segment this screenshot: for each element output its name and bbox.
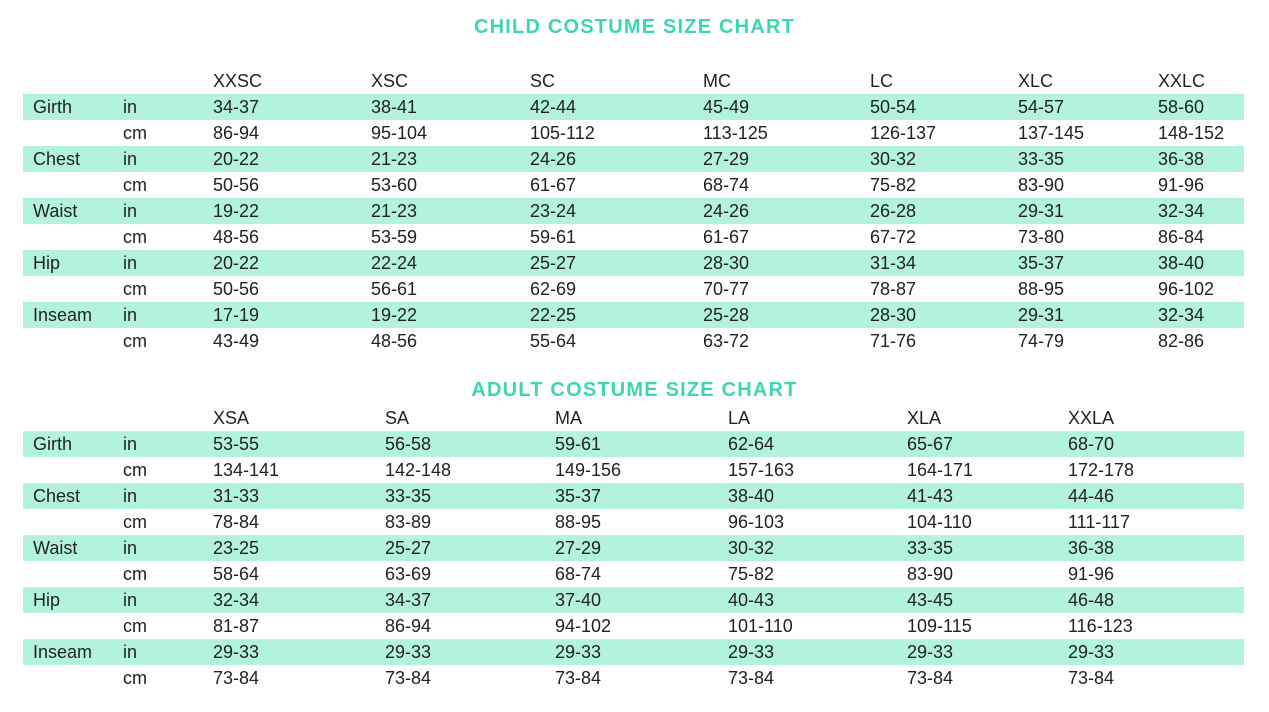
size-value-cell: 25-27 <box>530 253 577 273</box>
unit-label: cm <box>123 668 147 688</box>
unit-label: in <box>123 253 138 273</box>
measurement-label: Girth <box>33 97 73 117</box>
size-value-cell: 73-84 <box>385 668 432 688</box>
size-value-cell: 101-110 <box>728 616 793 636</box>
table-row <box>23 535 1244 561</box>
measurement-label: Hip <box>33 590 61 610</box>
table-row <box>23 302 1244 328</box>
size-value-cell: 22-25 <box>530 305 577 325</box>
size-value-cell: 40-43 <box>728 590 775 610</box>
unit-label: cm <box>123 123 147 143</box>
size-value-cell: 30-32 <box>870 149 917 169</box>
unit-label: cm <box>123 460 147 480</box>
size-value-cell: 104-110 <box>907 512 972 532</box>
size-column-header: SA <box>385 408 410 428</box>
size-value-cell: 75-82 <box>870 175 917 195</box>
size-header-row <box>23 405 1244 431</box>
size-value-cell: 82-86 <box>1158 331 1205 351</box>
size-value-cell: 29-31 <box>1018 201 1065 221</box>
size-value-cell: 41-43 <box>907 486 954 506</box>
size-value-cell: 33-35 <box>907 538 954 558</box>
size-value-cell: 81-87 <box>213 616 260 636</box>
size-value-cell: 48-56 <box>371 331 418 351</box>
size-value-cell: 29-33 <box>555 642 602 662</box>
table-row <box>23 276 1244 302</box>
size-value-cell: 86-94 <box>213 123 260 143</box>
size-value-cell: 83-89 <box>385 512 432 532</box>
size-value-cell: 59-61 <box>530 227 577 247</box>
size-value-cell: 134-141 <box>213 460 280 480</box>
size-value-cell: 26-28 <box>870 201 917 221</box>
unit-label: cm <box>123 175 147 195</box>
unit-label: in <box>123 486 138 506</box>
size-value-cell: 30-32 <box>728 538 775 558</box>
size-value-cell: 149-156 <box>555 460 622 480</box>
size-value-cell: 83-90 <box>907 564 954 584</box>
measurement-label: Chest <box>33 149 81 169</box>
child-size-table <box>23 68 1244 354</box>
size-value-cell: 29-33 <box>907 642 954 662</box>
size-value-cell: 91-96 <box>1158 175 1205 195</box>
table-row <box>23 120 1244 146</box>
size-value-cell: 37-40 <box>555 590 602 610</box>
size-value-cell: 142-148 <box>385 460 452 480</box>
table-row <box>23 613 1244 639</box>
table-row <box>23 172 1244 198</box>
size-value-cell: 45-49 <box>703 97 750 117</box>
size-value-cell: 50-56 <box>213 279 260 299</box>
size-value-cell: 31-33 <box>213 486 260 506</box>
size-value-cell: 31-34 <box>870 253 917 273</box>
size-value-cell: 46-48 <box>1068 590 1115 610</box>
size-value-cell: 35-37 <box>1018 253 1065 273</box>
size-value-cell: 111-117 <box>1068 512 1131 532</box>
size-value-cell: 88-95 <box>555 512 602 532</box>
size-value-cell: 27-29 <box>703 149 750 169</box>
size-column-header: LC <box>870 71 894 91</box>
table-row <box>23 431 1244 457</box>
table-row <box>23 665 1244 691</box>
size-column-header: MA <box>555 408 582 428</box>
size-value-cell: 157-163 <box>728 460 795 480</box>
size-value-cell: 172-178 <box>1068 460 1135 480</box>
size-value-cell: 29-33 <box>385 642 432 662</box>
size-value-cell: 96-102 <box>1158 279 1215 299</box>
size-value-cell: 63-72 <box>703 331 750 351</box>
size-value-cell: 126-137 <box>870 123 937 143</box>
size-value-cell: 67-72 <box>870 227 917 247</box>
size-value-cell: 73-84 <box>213 668 260 688</box>
size-value-cell: 50-54 <box>870 97 917 117</box>
size-value-cell: 42-44 <box>530 97 577 117</box>
measurement-label: Inseam <box>33 642 93 662</box>
size-value-cell: 38-40 <box>728 486 775 506</box>
table-row <box>23 483 1244 509</box>
size-column-header: MC <box>703 71 731 91</box>
size-value-cell: 62-69 <box>530 279 577 299</box>
unit-label: in <box>123 305 138 325</box>
size-value-cell: 86-84 <box>1158 227 1205 247</box>
size-value-cell: 94-102 <box>555 616 612 636</box>
unit-label: cm <box>123 512 147 532</box>
size-value-cell: 53-59 <box>371 227 418 247</box>
size-value-cell: 34-37 <box>385 590 432 610</box>
unit-label: cm <box>123 331 147 351</box>
size-value-cell: 53-60 <box>371 175 418 195</box>
size-value-cell: 33-35 <box>385 486 432 506</box>
size-column-header: XLA <box>907 408 942 428</box>
size-value-cell: 17-19 <box>213 305 260 325</box>
size-value-cell: 65-67 <box>907 434 954 454</box>
size-value-cell: 28-30 <box>870 305 917 325</box>
size-value-cell: 38-40 <box>1158 253 1205 273</box>
size-value-cell: 19-22 <box>213 201 260 221</box>
size-value-cell: 34-37 <box>213 97 260 117</box>
unit-label: in <box>123 538 138 558</box>
size-value-cell: 59-61 <box>555 434 602 454</box>
child-chart-title: CHILD COSTUME SIZE CHART <box>473 16 796 38</box>
measurement-label: Chest <box>33 486 81 506</box>
size-value-cell: 32-34 <box>1158 305 1205 325</box>
size-value-cell: 22-24 <box>371 253 418 273</box>
size-value-cell: 28-30 <box>703 253 750 273</box>
table-row <box>23 457 1244 483</box>
size-value-cell: 29-33 <box>213 642 260 662</box>
size-value-cell: 61-67 <box>703 227 750 247</box>
size-value-cell: 55-64 <box>530 331 577 351</box>
size-value-cell: 68-74 <box>555 564 602 584</box>
table-row <box>23 587 1244 613</box>
size-value-cell: 21-23 <box>371 201 418 221</box>
size-value-cell: 32-34 <box>213 590 260 610</box>
table-row <box>23 328 1244 354</box>
size-value-cell: 32-34 <box>1158 201 1205 221</box>
size-value-cell: 23-24 <box>530 201 577 221</box>
size-value-cell: 43-49 <box>213 331 260 351</box>
measurement-label: Waist <box>33 538 78 558</box>
size-value-cell: 68-70 <box>1068 434 1115 454</box>
size-header-row <box>23 68 1244 94</box>
table-row <box>23 224 1244 250</box>
size-value-cell: 96-103 <box>728 512 785 532</box>
size-value-cell: 58-60 <box>1158 97 1205 117</box>
size-value-cell: 73-84 <box>1068 668 1115 688</box>
size-value-cell: 71-76 <box>870 331 917 351</box>
size-value-cell: 54-57 <box>1018 97 1065 117</box>
size-value-cell: 113-125 <box>703 123 768 143</box>
size-column-header: XSA <box>213 408 250 428</box>
size-column-header: LA <box>728 408 751 428</box>
measurement-label: Waist <box>33 201 78 221</box>
size-value-cell: 25-27 <box>385 538 432 558</box>
size-column-header: XXSC <box>213 71 263 91</box>
unit-label: in <box>123 149 138 169</box>
unit-label: in <box>123 590 138 610</box>
size-column-header: SC <box>530 71 556 91</box>
size-column-header: XXLC <box>1158 71 1206 91</box>
size-value-cell: 56-61 <box>371 279 418 299</box>
unit-label: in <box>123 434 138 454</box>
size-value-cell: 62-64 <box>728 434 775 454</box>
table-row <box>23 561 1244 587</box>
unit-label: in <box>123 97 138 117</box>
size-value-cell: 27-29 <box>555 538 602 558</box>
size-value-cell: 29-33 <box>1068 642 1115 662</box>
table-row <box>23 639 1244 665</box>
unit-label: in <box>123 642 138 662</box>
size-value-cell: 56-58 <box>385 434 432 454</box>
size-value-cell: 50-56 <box>213 175 260 195</box>
size-value-cell: 36-38 <box>1068 538 1115 558</box>
size-value-cell: 38-41 <box>371 97 418 117</box>
size-column-header: XSC <box>371 71 409 91</box>
unit-label: cm <box>123 616 147 636</box>
size-value-cell: 63-69 <box>385 564 432 584</box>
size-value-cell: 20-22 <box>213 253 260 273</box>
measurement-label: Hip <box>33 253 61 273</box>
size-value-cell: 78-84 <box>213 512 260 532</box>
size-value-cell: 109-115 <box>907 616 972 636</box>
size-value-cell: 48-56 <box>213 227 260 247</box>
size-value-cell: 29-33 <box>728 642 775 662</box>
size-value-cell: 24-26 <box>703 201 750 221</box>
size-value-cell: 73-84 <box>555 668 602 688</box>
size-value-cell: 35-37 <box>555 486 602 506</box>
size-value-cell: 73-84 <box>728 668 775 688</box>
size-value-cell: 20-22 <box>213 149 260 169</box>
size-value-cell: 36-38 <box>1158 149 1205 169</box>
size-value-cell: 116-123 <box>1068 616 1133 636</box>
size-value-cell: 137-145 <box>1018 123 1085 143</box>
size-column-header: XLC <box>1018 71 1054 91</box>
size-value-cell: 21-23 <box>371 149 418 169</box>
measurement-label: Girth <box>33 434 73 454</box>
table-row <box>23 146 1244 172</box>
size-value-cell: 70-77 <box>703 279 750 299</box>
unit-label: cm <box>123 564 147 584</box>
size-column-header: XXLA <box>1068 408 1115 428</box>
size-value-cell: 88-95 <box>1018 279 1065 299</box>
size-value-cell: 24-26 <box>530 149 577 169</box>
size-value-cell: 95-104 <box>371 123 428 143</box>
size-value-cell: 75-82 <box>728 564 775 584</box>
size-value-cell: 29-31 <box>1018 305 1065 325</box>
size-value-cell: 43-45 <box>907 590 954 610</box>
size-value-cell: 44-46 <box>1068 486 1115 506</box>
size-value-cell: 74-79 <box>1018 331 1065 351</box>
size-value-cell: 83-90 <box>1018 175 1065 195</box>
size-value-cell: 73-80 <box>1018 227 1065 247</box>
table-row <box>23 94 1244 120</box>
size-value-cell: 68-74 <box>703 175 750 195</box>
size-value-cell: 164-171 <box>907 460 974 480</box>
adult-size-table <box>23 405 1244 691</box>
size-value-cell: 73-84 <box>907 668 954 688</box>
size-value-cell: 61-67 <box>530 175 577 195</box>
size-value-cell: 58-64 <box>213 564 260 584</box>
size-value-cell: 148-152 <box>1158 123 1225 143</box>
adult-chart-title: ADULT COSTUME SIZE CHART <box>471 379 798 401</box>
size-value-cell: 33-35 <box>1018 149 1065 169</box>
size-value-cell: 19-22 <box>371 305 418 325</box>
unit-label: cm <box>123 279 147 299</box>
size-value-cell: 23-25 <box>213 538 260 558</box>
size-value-cell: 86-94 <box>385 616 432 636</box>
table-row <box>23 509 1244 535</box>
table-row <box>23 250 1244 276</box>
size-value-cell: 53-55 <box>213 434 260 454</box>
size-value-cell: 91-96 <box>1068 564 1115 584</box>
table-row <box>23 198 1244 224</box>
size-value-cell: 105-112 <box>530 123 595 143</box>
measurement-label: Inseam <box>33 305 93 325</box>
unit-label: cm <box>123 227 147 247</box>
size-value-cell: 25-28 <box>703 305 750 325</box>
size-value-cell: 78-87 <box>870 279 917 299</box>
unit-label: in <box>123 201 138 221</box>
